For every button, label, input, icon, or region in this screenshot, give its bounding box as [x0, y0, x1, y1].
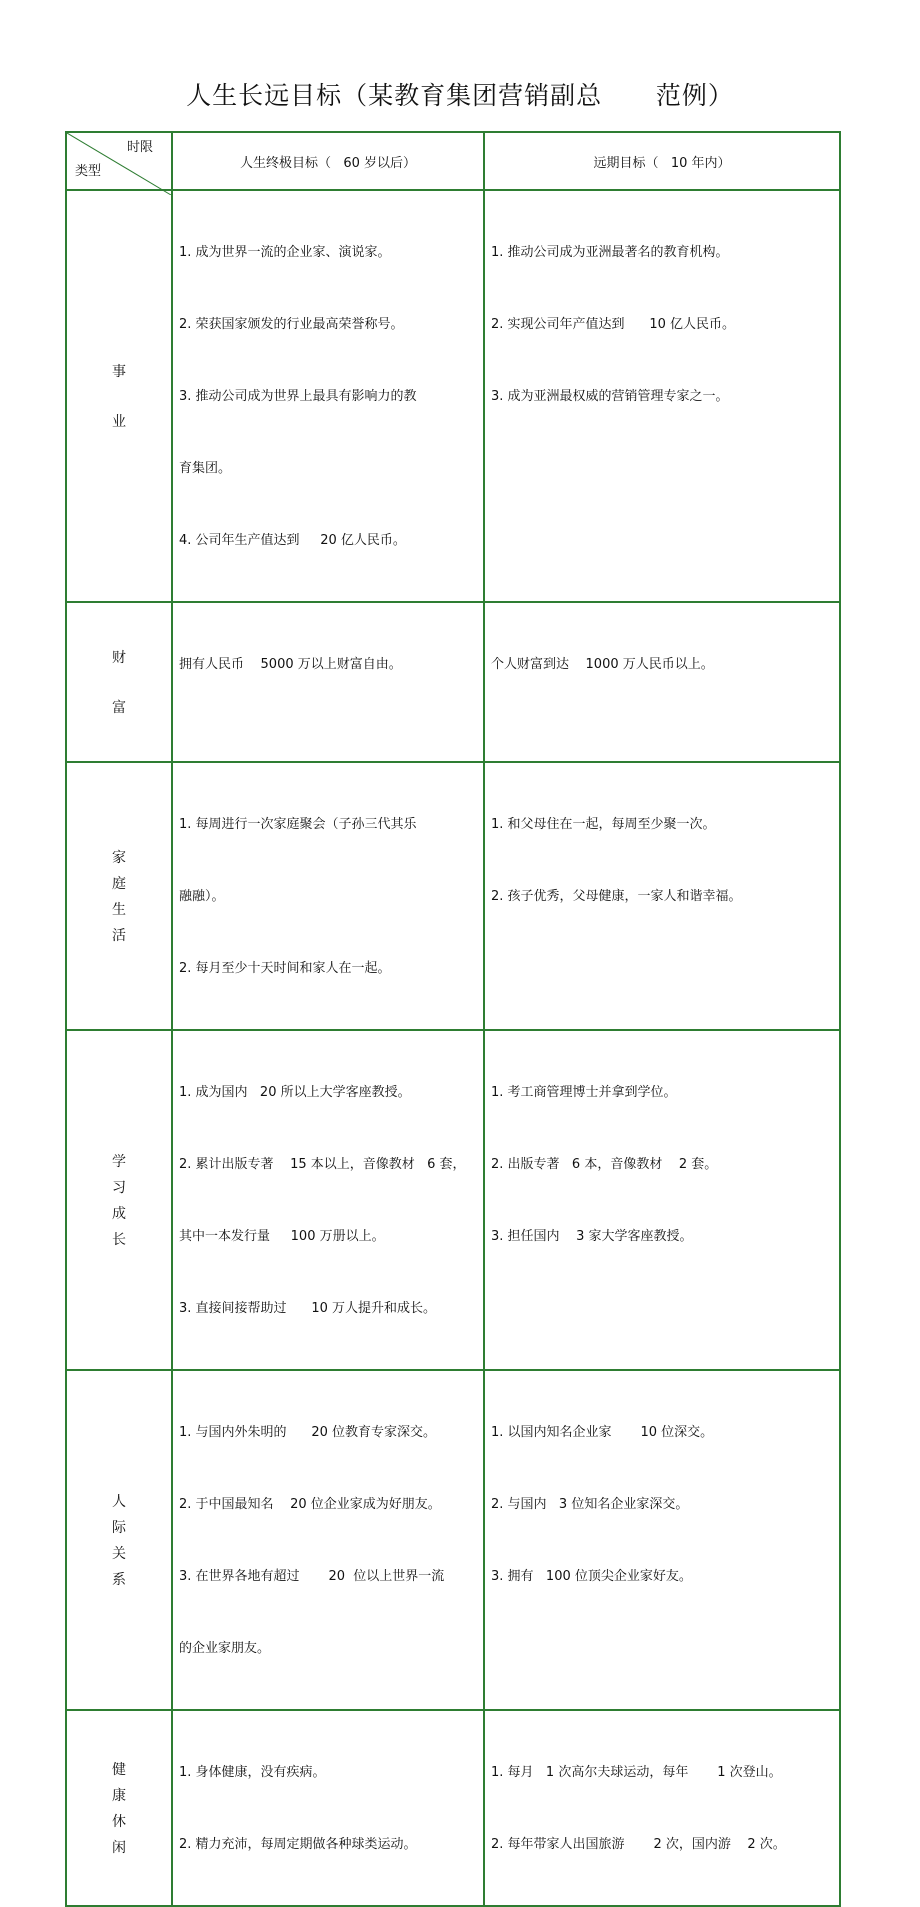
goal-line: 2. 精力充沛，每周定期做各种球类运动。 — [179, 1837, 417, 1852]
goal-line: 3. 在世界各地有超过 20 位以上世界一流 — [179, 1569, 445, 1584]
goal-line: 2. 与国内 3 位知名企业家深交。 — [491, 1497, 689, 1512]
goal-line: 1. 身体健康，没有疾病。 — [179, 1765, 326, 1780]
goal-line: 1. 以国内知名企业家 10 位深交。 — [491, 1425, 714, 1440]
goal-line: 3. 成为亚洲最权威的营销管理专家之一。 — [491, 389, 729, 404]
category-cell — [66, 1030, 172, 1370]
ultimate-goal-cell — [172, 602, 484, 762]
category-char: 财 — [112, 650, 126, 666]
header-row — [66, 132, 840, 190]
goal-line: 1. 成为国内 20 所以上大学客座教授。 — [179, 1085, 411, 1100]
category-char: 富 — [112, 700, 126, 716]
category-char: 系 — [112, 1572, 126, 1588]
goal-line: 1. 考工商管理博士并拿到学位。 — [491, 1085, 677, 1100]
column-header-longterm: 远期目标（ 10 年内） — [484, 132, 840, 190]
longterm-goal-cell — [484, 1710, 840, 1906]
goal-line: 1. 每周进行一次家庭聚会（子孙三代其乐 — [179, 817, 417, 832]
category-char: 休 — [112, 1814, 126, 1830]
goal-line: 拥有人民币 5000 万以上财富自由。 — [179, 657, 402, 672]
table-row — [66, 1030, 840, 1370]
category-char: 关 — [112, 1546, 126, 1562]
corner-header-cell — [66, 132, 172, 190]
category-char: 健 — [112, 1762, 126, 1778]
longterm-goal-cell — [484, 602, 840, 762]
category-cell — [66, 1710, 172, 1906]
page-title: 人生长远目标（某教育集团营销副总 范例） — [186, 81, 734, 110]
column-header-ultimate: 人生终极目标（ 60 岁以后） — [172, 132, 484, 190]
category-cell — [66, 1370, 172, 1710]
goal-line: 2. 出版专著 6 本，音像教材 2 套。 — [491, 1157, 718, 1172]
category-char: 康 — [112, 1788, 126, 1804]
ultimate-goal-cell — [172, 762, 484, 1030]
corner-label-time: 时限 — [126, 140, 153, 155]
longterm-goal-cell — [484, 762, 840, 1030]
table-row — [66, 190, 840, 602]
category-cell — [66, 762, 172, 1030]
category-char: 生 — [112, 902, 126, 918]
longterm-goal-cell — [484, 190, 840, 602]
ultimate-goal-cell — [172, 1710, 484, 1906]
category-char: 庭 — [112, 876, 126, 892]
category-char: 长 — [112, 1232, 126, 1248]
goal-line: 3. 担任国内 3 家大学客座教授。 — [491, 1229, 693, 1244]
goal-line: 其中一本发行量 100 万册以上。 — [179, 1229, 385, 1244]
category-char: 业 — [112, 414, 126, 430]
table-row — [66, 1710, 840, 1906]
goal-line: 育集团。 — [179, 461, 232, 476]
goal-line: 2. 每年带家人出国旅游 2 次，国内游 2 次。 — [491, 1837, 786, 1852]
goal-line: 融融）。 — [179, 889, 225, 904]
category-char: 事 — [112, 364, 126, 380]
ultimate-goal-cell — [172, 190, 484, 602]
goal-line: 3. 拥有 100 位顶尖企业家好友。 — [491, 1569, 692, 1584]
category-cell — [66, 602, 172, 762]
table-row — [66, 1370, 840, 1710]
goal-line: 1. 成为世界一流的企业家、演说家。 — [179, 245, 391, 260]
category-char: 活 — [112, 928, 126, 944]
ultimate-goal-cell — [172, 1370, 484, 1710]
corner-label-type: 类型 — [75, 164, 102, 179]
goal-line: 2. 每月至少十天时间和家人在一起。 — [179, 961, 391, 976]
goal-line: 1. 和父母住在一起，每周至少聚一次。 — [491, 817, 716, 832]
goal-line: 的企业家朋友。 — [179, 1641, 271, 1656]
goal-line: 个人财富到达 1000 万人民币以上。 — [491, 657, 714, 672]
category-char: 际 — [112, 1520, 126, 1536]
category-char: 人 — [112, 1494, 126, 1510]
table-row — [66, 602, 840, 762]
category-char: 闲 — [112, 1840, 126, 1856]
goal-line: 1. 推动公司成为亚洲最著名的教育机构。 — [491, 245, 729, 260]
goal-line: 2. 实现公司年产值达到 10 亿人民币。 — [491, 317, 736, 332]
goal-table — [65, 131, 841, 1907]
goal-line: 2. 荣获国家颁发的行业最高荣誉称号。 — [179, 317, 404, 332]
longterm-goal-cell — [484, 1370, 840, 1710]
table-row — [66, 762, 840, 1030]
goal-line: 3. 直接间接帮助过 10 万人提升和成长。 — [179, 1301, 437, 1316]
goal-line: 1. 与国内外朱明的 20 位教育专家深交。 — [179, 1425, 437, 1440]
category-char: 家 — [112, 850, 126, 866]
goal-line: 2. 累计出版专著 15 本以上，音像教材 6 套， — [179, 1157, 466, 1172]
goal-line: 2. 孩子优秀，父母健康，一家人和谐幸福。 — [491, 889, 742, 904]
category-cell — [66, 190, 172, 602]
goal-line: 2. 于中国最知名 20 位企业家成为好朋友。 — [179, 1497, 441, 1512]
goal-line: 3. 推动公司成为世界上最具有影响力的教 — [179, 389, 417, 404]
goal-line: 4. 公司年生产值达到 20 亿人民币。 — [179, 533, 406, 548]
category-char: 习 — [112, 1180, 126, 1196]
ultimate-goal-cell — [172, 1030, 484, 1370]
category-char: 成 — [112, 1206, 126, 1222]
longterm-goal-cell — [484, 1030, 840, 1370]
goal-line: 1. 每月 1 次高尔夫球运动，每年 1 次登山。 — [491, 1765, 782, 1780]
category-char: 学 — [112, 1154, 126, 1170]
